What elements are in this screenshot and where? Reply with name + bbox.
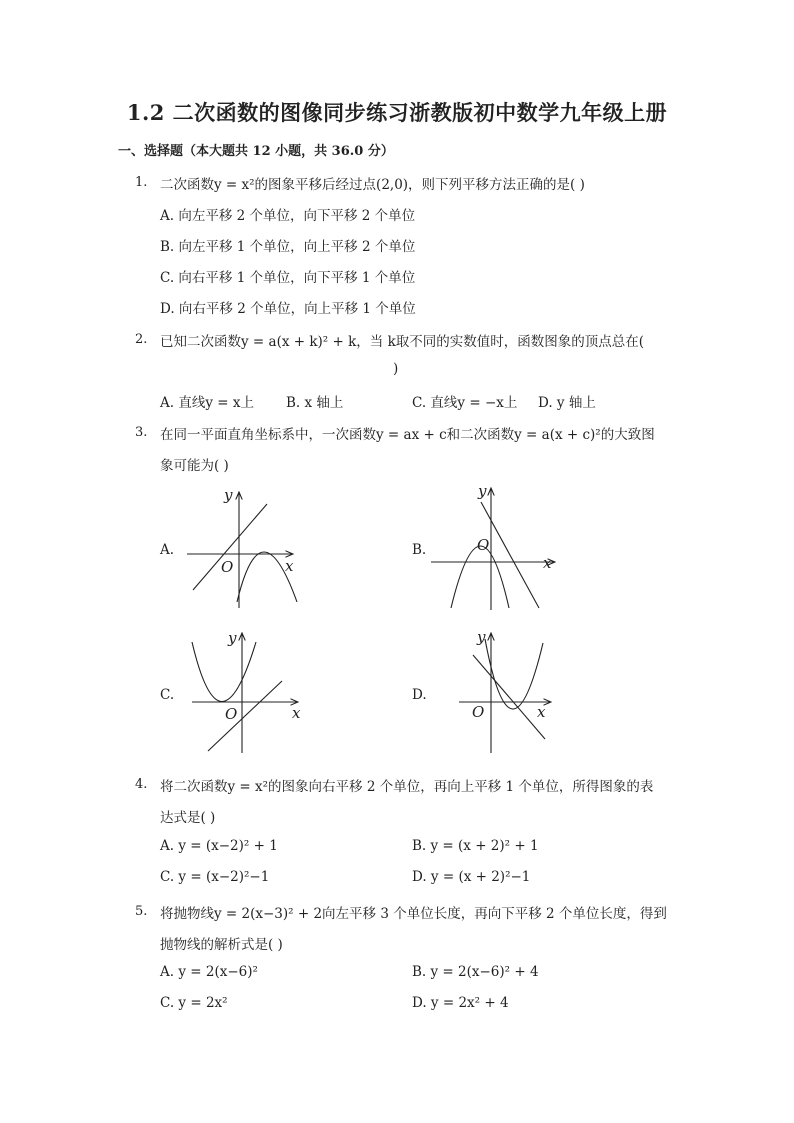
graph-c (182, 625, 312, 760)
question-text-continued: 抛物线的解析式是( ) (160, 937, 283, 953)
option-d: D. y = (x + 2)²−1 (412, 869, 531, 885)
question-text-continued: 达式是( ) (160, 810, 216, 826)
question-text: 已知二次函数y = a(x + k)² + k，当 k取不同的实数值时，函数图象的顶点总在( (160, 334, 645, 350)
question-number: 2. (135, 332, 148, 347)
option-b: B. x 轴上 (286, 395, 344, 411)
x-axis-label: x (285, 557, 294, 575)
x-axis-label: x (543, 554, 552, 572)
option-a: A. 直线y = x上 (160, 395, 254, 411)
question-number: 3. (135, 425, 148, 440)
option-c: C. y = 2x² (160, 995, 228, 1011)
option-a: A. (160, 542, 175, 558)
x-axis-label: x (537, 703, 546, 721)
origin-label: O (472, 703, 485, 721)
option-b: B. y = 2(x−6)² + 4 (412, 964, 539, 980)
option-c: C. (160, 687, 175, 703)
line-graph (473, 655, 545, 739)
y-axis-label: y (228, 629, 237, 647)
option-c: C. 向右平移 1 个单位，向下平移 1 个单位 (160, 270, 416, 286)
option-a: A. y = (x−2)² + 1 (160, 838, 278, 854)
question-text: 二次函数y = x²的图象平移后经过点(2,0)，则下列平移方法正确的是( ) (160, 177, 585, 193)
question-number: 5. (135, 904, 148, 919)
parabola-graph (485, 639, 543, 709)
y-axis-label: y (478, 482, 487, 500)
option-c: C. 直线y = −x上 (412, 395, 518, 411)
parabola-graph (192, 642, 256, 702)
option-b: B. y = (x + 2)² + 1 (412, 838, 539, 854)
question-number: 1. (135, 175, 148, 190)
question-text: 将抛物线y = 2(x−3)² + 2向左平移 3 个单位长度，再向下平移 2 个单位长度，得到 (160, 906, 667, 922)
option-a: A. 向左平移 2 个单位，向下平移 2 个单位 (160, 208, 416, 224)
graph-a (175, 480, 305, 615)
line-graph (193, 504, 267, 590)
option-c: C. y = (x−2)²−1 (160, 869, 270, 885)
question-text-continued: ) (393, 361, 399, 377)
option-b: B. 向左平移 1 个单位，向上平移 2 个单位 (160, 239, 416, 255)
origin-label: O (221, 558, 234, 576)
parabola-graph (451, 546, 509, 608)
graph-d (455, 625, 565, 760)
question-number: 4. (135, 777, 148, 792)
x-axis-label: x (292, 704, 301, 722)
y-axis-label: y (224, 486, 233, 504)
question-text: 将二次函数y = x²的图象向右平移 2 个单位，再向上平移 1 个单位，所得图象的表 (160, 779, 654, 795)
line-graph (481, 502, 539, 608)
option-d: D. y 轴上 (538, 395, 596, 411)
question-text-continued: 象可能为( ) (160, 458, 229, 474)
option-d: D. 向右平移 2 个单位，向上平移 1 个单位 (160, 301, 416, 317)
page-title: 1.2 二次函数的图像同步练习浙教版初中数学九年级上册 (126, 100, 668, 125)
graph-b (425, 478, 565, 618)
question-text: 在同一平面直角坐标系中，一次函数y = ax + c和二次函数y = a(x + c)²的大致图 (160, 427, 655, 443)
option-d: D. (412, 687, 427, 703)
section-heading: 一、选择题（本大题共 12 小题，共 36.0 分） (118, 144, 394, 159)
option-d: D. y = 2x² + 4 (412, 995, 509, 1011)
origin-label: O (477, 536, 490, 554)
origin-label: O (225, 705, 238, 723)
line-graph (208, 681, 282, 751)
option-b: B. (412, 542, 427, 558)
option-a: A. y = 2(x−6)² (160, 964, 258, 980)
y-axis-label: y (477, 628, 486, 646)
